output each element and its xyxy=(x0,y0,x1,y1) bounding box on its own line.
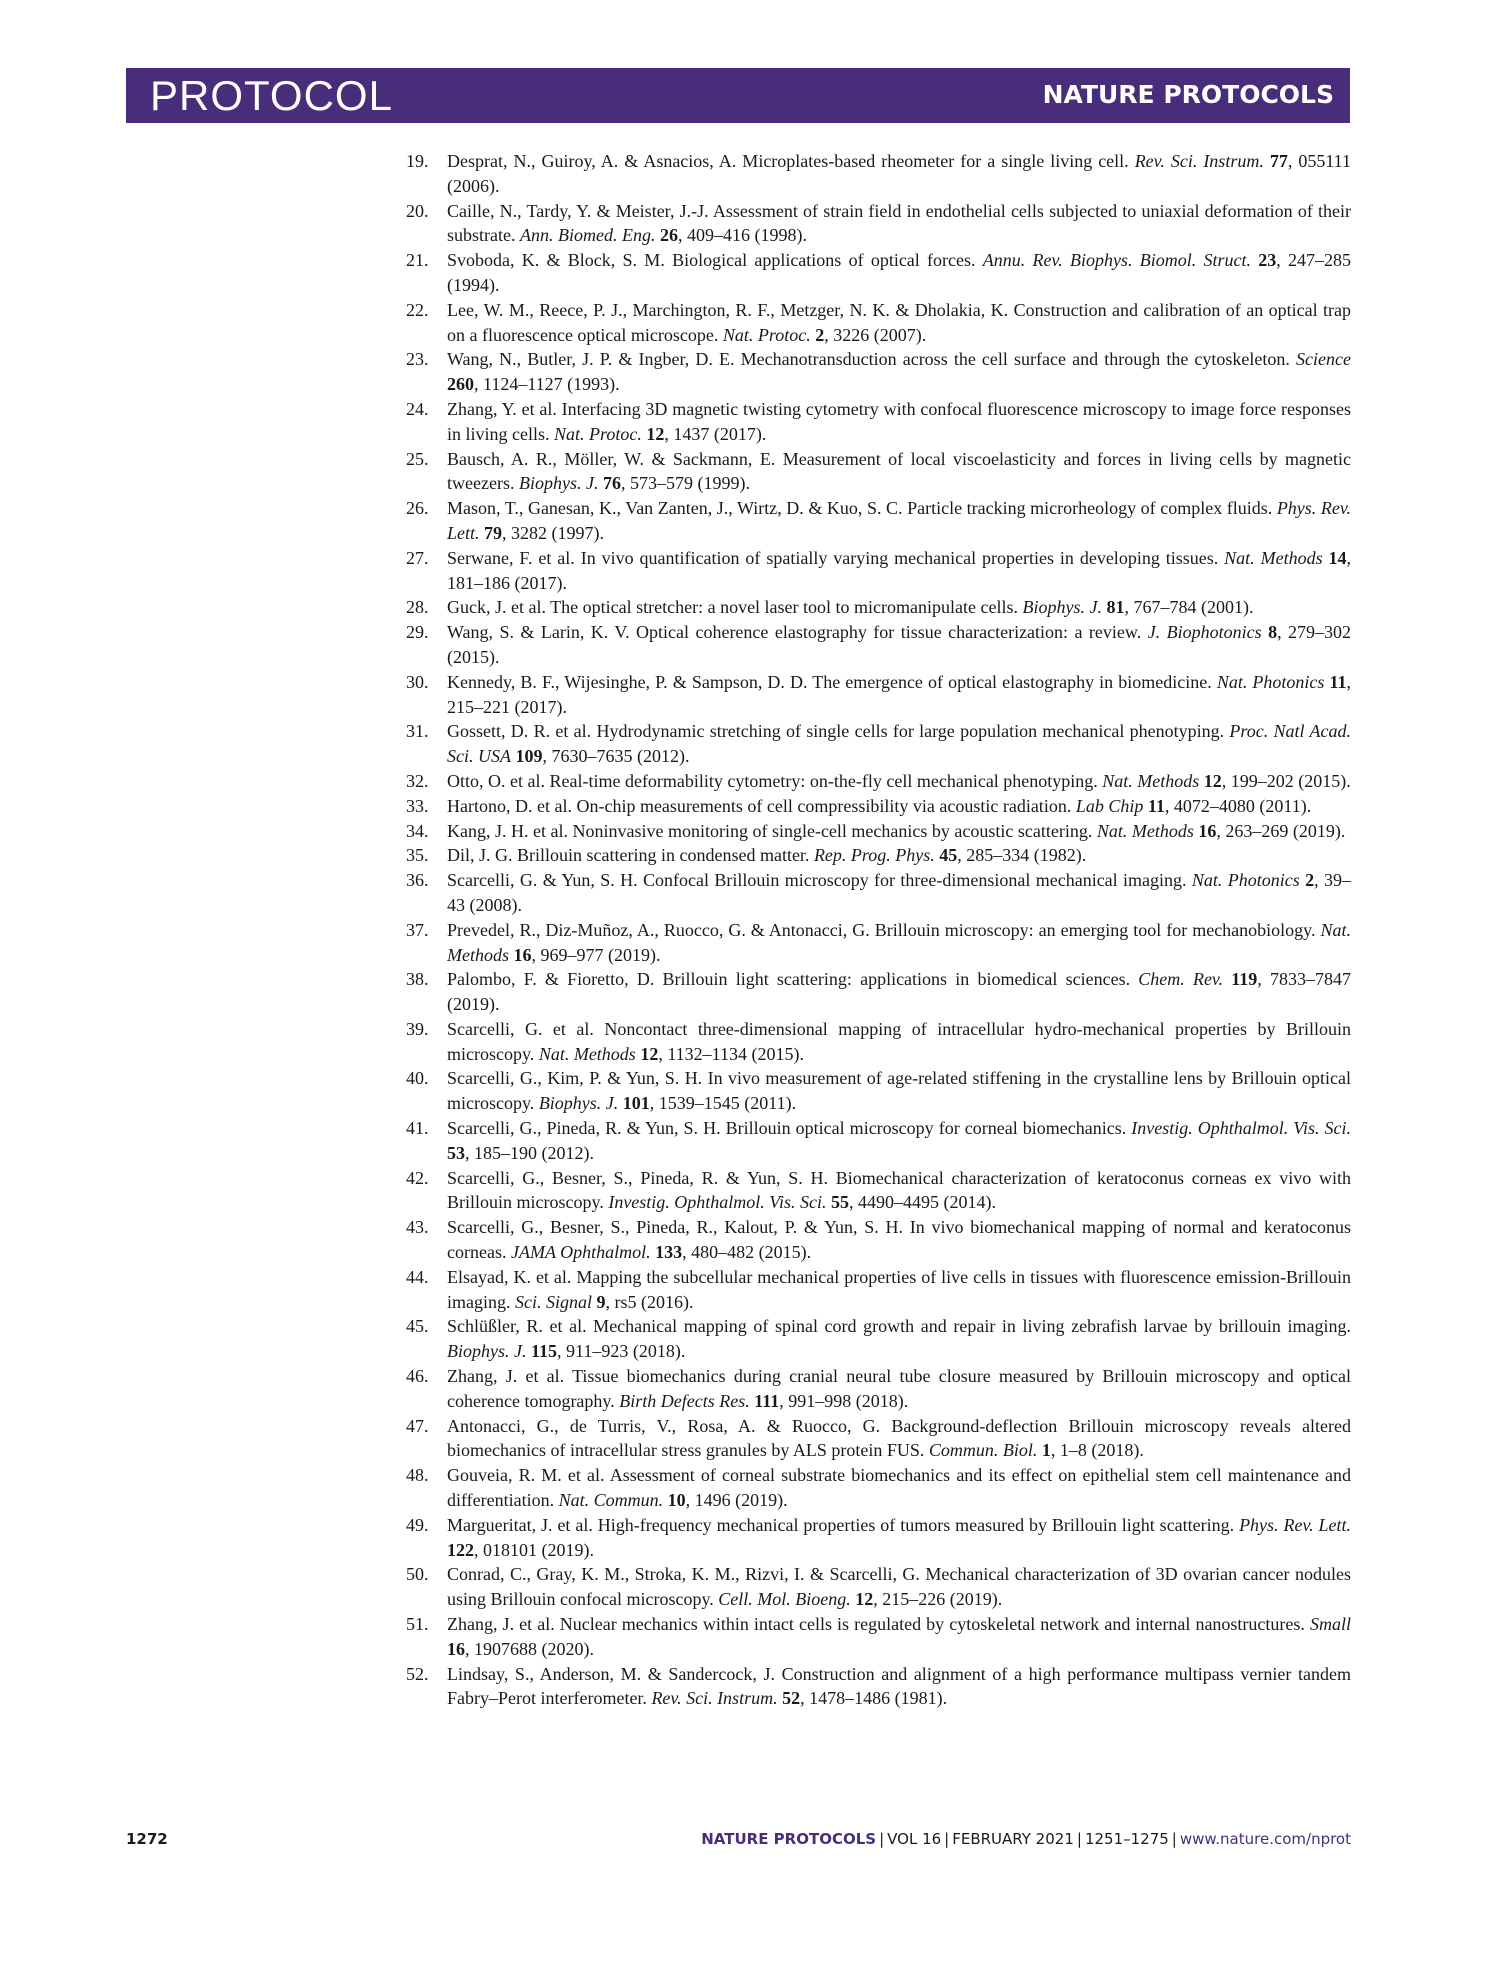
reference-text: Guck, J. et al. The optical stretcher: a novel laser tool to micromanipulate cells. Biophys. J. 81, 767–784 (2001). xyxy=(447,597,1254,618)
reference-number: 46. xyxy=(406,1366,429,1387)
reference-text: Scarcelli, G. et al. Noncontact three-dimensional mapping of intracellular hydro-mechanical properties by Brillouin microscopy. Nat. Methods 12, 1132–1134 (2015). xyxy=(447,1018,1351,1064)
reference-text: Schlüßler, R. et al. Mechanical mapping of spinal cord growth and repair in living zebrafish larvae by brillouin imaging. Biophys. J. 115, 911–923 (2018). xyxy=(447,1316,1351,1362)
reference-number: 39. xyxy=(406,1018,429,1039)
footer-journal: NATURE PROTOCOLS xyxy=(701,1830,877,1848)
reference-item xyxy=(406,1364,1351,1414)
reference-number: 21. xyxy=(406,250,429,271)
reference-item xyxy=(406,819,1351,844)
reference-item xyxy=(406,1265,1351,1315)
reference-number: 28. xyxy=(406,597,429,618)
reference-number: 35. xyxy=(406,845,429,866)
reference-text: Scarcelli, G. & Yun, S. H. Confocal Brillouin microscopy for three-dimensional mechanical imaging. Nat. Photonics 2, 39–43 (2008). xyxy=(447,870,1352,915)
section-label: PROTOCOL xyxy=(150,72,393,119)
reference-text: Elsayad, K. et al. Mapping the subcellular mechanical properties of live cells in tissues with fluorescence emission-Brillouin imaging. Sci. Signal 9, rs5 (2016). xyxy=(447,1266,1351,1312)
reference-text: Mason, T., Ganesan, K., Van Zanten, J., Wirtz, D. & Kuo, S. C. Particle tracking microrheology of complex fluids. Phys. Rev. Lett. 79, 3282 (1997). xyxy=(447,498,1351,543)
reference-text: Gouveia, R. M. et al. Assessment of corneal substrate biomechanics and its effect on epithelial stem cell maintenance and differentiation. Nat. Commun. 10, 1496 (2019). xyxy=(447,1465,1351,1511)
reference-text: Conrad, C., Gray, K. M., Stroka, K. M., Rizvi, I. & Scarcelli, G. Mechanical characterization of 3D ovarian cancer nodules using Brillouin confocal microscopy. Cell. Mol. Bioeng. 12, 215–226 (2019). xyxy=(447,1564,1351,1610)
reference-text: Otto, O. et al. Real-time deformability cytometry: on-the-fly cell mechanical phenotyping. Nat. Methods 12, 199–202 (2015). xyxy=(447,770,1351,791)
footer-volume: VOL 16 xyxy=(887,1830,942,1848)
reference-item xyxy=(406,546,1351,596)
reference-number: 32. xyxy=(406,770,429,791)
footer-citation xyxy=(701,1830,1351,1848)
reference-item xyxy=(406,347,1351,397)
reference-text: Bausch, A. R., Möller, W. & Sackmann, E. Measurement of local viscoelasticity and forces in living cells by magnetic tweezers. Biophys. J. 76, 573–579 (1999). xyxy=(447,448,1351,494)
reference-text: Prevedel, R., Diz-Muñoz, A., Ruocco, G. & Antonacci, G. Brillouin microscopy: an emerging tool for mechanobiology. Nat. Methods 16, 969–977 (2019). xyxy=(447,919,1351,965)
reference-item xyxy=(406,1414,1351,1464)
reference-item xyxy=(406,967,1351,1017)
reference-item xyxy=(406,843,1351,868)
reference-item xyxy=(406,620,1351,670)
reference-number: 26. xyxy=(406,498,429,519)
footer-separator: | xyxy=(944,1830,950,1848)
reference-item xyxy=(406,1562,1351,1612)
reference-text: Lindsay, S., Anderson, M. & Sandercock, J. Construction and alignment of a high performance multipass vernier tandem Fabry–Perot interferometer. Rev. Sci. Instrum. 52, 1478–1486 (1981). xyxy=(447,1663,1351,1709)
reference-list xyxy=(406,149,1351,1711)
reference-item xyxy=(406,794,1351,819)
reference-text: Margueritat, J. et al. High-frequency mechanical properties of tumors measured by Brillouin light scattering. Phys. Rev. Lett. 122, 018101 (2019). xyxy=(447,1514,1351,1560)
reference-item xyxy=(406,719,1351,769)
footer-url-link[interactable]: www.nature.com/nprot xyxy=(1179,1830,1351,1848)
reference-text: Wang, N., Butler, J. P. & Ingber, D. E. Mechanotransduction across the cell surface and through the cytoskeleton. Science 260, 1124–1127 (1993). xyxy=(447,349,1351,395)
reference-number: 38. xyxy=(406,969,429,990)
reference-number: 47. xyxy=(406,1415,429,1436)
reference-item xyxy=(406,298,1351,348)
reference-item xyxy=(406,447,1351,497)
reference-number: 52. xyxy=(406,1663,429,1684)
header-bar xyxy=(126,68,1350,123)
journal-name: NATURE PROTOCOLS xyxy=(1042,80,1334,109)
reference-number: 34. xyxy=(406,820,429,841)
reference-item xyxy=(406,1513,1351,1563)
reference-item xyxy=(406,1166,1351,1216)
reference-number: 43. xyxy=(406,1217,429,1238)
reference-text: Dil, J. G. Brillouin scattering in condensed matter. Rep. Prog. Phys. 45, 285–334 (1982). xyxy=(447,845,1087,866)
reference-item xyxy=(406,397,1351,447)
reference-text: Caille, N., Tardy, Y. & Meister, J.-J. Assessment of strain field in endothelial cells subjected to uniaxial deformation of their substrate. Ann. Biomed. Eng. 26, 409–416 (1998). xyxy=(447,200,1351,246)
footer-date: FEBRUARY 2021 xyxy=(952,1830,1074,1848)
reference-number: 51. xyxy=(406,1614,429,1635)
reference-text: Scarcelli, G., Pineda, R. & Yun, S. H. Brillouin optical microscopy for corneal biomechanics. Investig. Ophthalmol. Vis. Sci. 53, 185–190 (2012). xyxy=(447,1118,1352,1163)
reference-text: Wang, S. & Larin, K. V. Optical coherence elastography for tissue characterization: a review. J. Biophotonics 8, 279–302 (2015). xyxy=(447,622,1352,667)
reference-number: 41. xyxy=(406,1118,429,1139)
reference-number: 36. xyxy=(406,870,429,891)
reference-text: Zhang, J. et al. Tissue biomechanics during cranial neural tube closure measured by Brillouin microscopy and optical coherence tomography. Birth Defects Res. 111, 991–998 (2018). xyxy=(447,1366,1351,1411)
reference-text: Serwane, F. et al. In vivo quantification of spatially varying mechanical properties in developing tissues. Nat. Methods 14, 181–186 (2017). xyxy=(447,547,1352,593)
reference-number: 20. xyxy=(406,200,429,221)
reference-text: Scarcelli, G., Besner, S., Pineda, R. & Yun, S. H. Biomechanical characterization of keratoconus corneas ex vivo with Brillouin microscopy. Investig. Ophthalmol. Vis. Sci. 55, 4490–4495 (2014). xyxy=(447,1167,1351,1213)
reference-number: 29. xyxy=(406,622,429,643)
reference-number: 24. xyxy=(406,398,429,419)
page-number: 1272 xyxy=(126,1830,168,1848)
reference-item xyxy=(406,1116,1351,1166)
reference-item xyxy=(406,1017,1351,1067)
reference-item xyxy=(406,769,1351,794)
reference-item xyxy=(406,149,1351,199)
reference-number: 37. xyxy=(406,919,429,940)
reference-number: 49. xyxy=(406,1514,429,1535)
reference-item xyxy=(406,248,1351,298)
reference-number: 42. xyxy=(406,1167,429,1188)
reference-item xyxy=(406,496,1351,546)
reference-text: Lee, W. M., Reece, P. J., Marchington, R. F., Metzger, N. K. & Dholakia, K. Construction and calibration of an optical trap on a fluorescence optical microscope. Nat. Protoc. 2, 3226 (2007). xyxy=(447,299,1351,345)
reference-number: 31. xyxy=(406,721,429,742)
reference-number: 33. xyxy=(406,795,429,816)
reference-item xyxy=(406,868,1351,918)
reference-item xyxy=(406,1612,1351,1662)
reference-item xyxy=(406,1463,1351,1513)
reference-text: Kennedy, B. F., Wijesinghe, P. & Sampson, D. D. The emergence of optical elastography in biomedicine. Nat. Photonics 11, 215–221 (2017). xyxy=(447,671,1352,717)
footer-separator: | xyxy=(1171,1830,1177,1848)
reference-item xyxy=(406,1215,1351,1265)
reference-number: 45. xyxy=(406,1316,429,1337)
reference-text: Zhang, Y. et al. Interfacing 3D magnetic twisting cytometry with confocal fluorescence microscopy to image force responses in living cells. Nat. Protoc. 12, 1437 (2017). xyxy=(447,398,1351,444)
reference-text: Gossett, D. R. et al. Hydrodynamic stretching of single cells for large population mechanical phenotyping. Proc. Natl Acad. Sci. USA 109, 7630–7635 (2012). xyxy=(447,721,1352,767)
reference-item xyxy=(406,1314,1351,1364)
footer-separator: | xyxy=(1076,1830,1082,1848)
reference-number: 44. xyxy=(406,1266,429,1287)
reference-number: 40. xyxy=(406,1068,429,1089)
reference-text: Zhang, J. et al. Nuclear mechanics within intact cells is regulated by cytoskeletal network and internal nanostructures. Small 16, 1907688 (2020). xyxy=(447,1614,1351,1659)
reference-text: Scarcelli, G., Kim, P. & Yun, S. H. In vivo measurement of age-related stiffening in the crystalline lens by Brillouin optical microscopy. Biophys. J. 101, 1539–1545 (2011). xyxy=(447,1068,1351,1114)
reference-text: Antonacci, G., de Turris, V., Rosa, A. & Ruocco, G. Background-deflection Brillouin microscopy reveals altered biomechanics of intracellular stress granules by ALS protein FUS. Commun. Biol. 1, 1–8 (2018). xyxy=(447,1415,1351,1461)
reference-text: Palombo, F. & Fioretto, D. Brillouin light scattering: applications in biomedical sciences. Chem. Rev. 119, 7833–7847 (2019). xyxy=(447,969,1352,1015)
footer-pages: 1251–1275 xyxy=(1084,1830,1169,1848)
reference-text: Hartono, D. et al. On-chip measurements of cell compressibility via acoustic radiation. Lab Chip 11, 4072–4080 (2011). xyxy=(447,795,1312,816)
reference-text: Desprat, N., Guiroy, A. & Asnacios, A. Microplates-based rheometer for a single living cell. Rev. Sci. Instrum. 77, 055111 (2006). xyxy=(447,151,1351,196)
reference-number: 27. xyxy=(406,547,429,568)
reference-text: Svoboda, K. & Block, S. M. Biological applications of optical forces. Annu. Rev. Biophys. Biomol. Struct. 23, 247–285 (1994). xyxy=(447,250,1351,295)
reference-text: Kang, J. H. et al. Noninvasive monitoring of single-cell mechanics by acoustic scattering. Nat. Methods 16, 263–269 (2019). xyxy=(447,820,1346,841)
reference-number: 48. xyxy=(406,1465,429,1486)
reference-number: 30. xyxy=(406,671,429,692)
reference-number: 19. xyxy=(406,151,429,171)
footer-separator: | xyxy=(879,1830,885,1848)
reference-text: Scarcelli, G., Besner, S., Pineda, R., Kalout, P. & Yun, S. H. In vivo biomechanical mapping of normal and keratoconus corneas. JAMA Ophthalmol. 133, 480–482 (2015). xyxy=(447,1217,1351,1263)
reference-item xyxy=(406,670,1351,720)
reference-item xyxy=(406,918,1351,968)
reference-number: 50. xyxy=(406,1564,429,1585)
reference-item xyxy=(406,1066,1351,1116)
reference-number: 25. xyxy=(406,448,429,469)
reference-item xyxy=(406,595,1351,620)
reference-item xyxy=(406,1662,1351,1712)
reference-number: 22. xyxy=(406,299,429,320)
reference-item xyxy=(406,199,1351,249)
reference-number: 23. xyxy=(406,349,429,370)
